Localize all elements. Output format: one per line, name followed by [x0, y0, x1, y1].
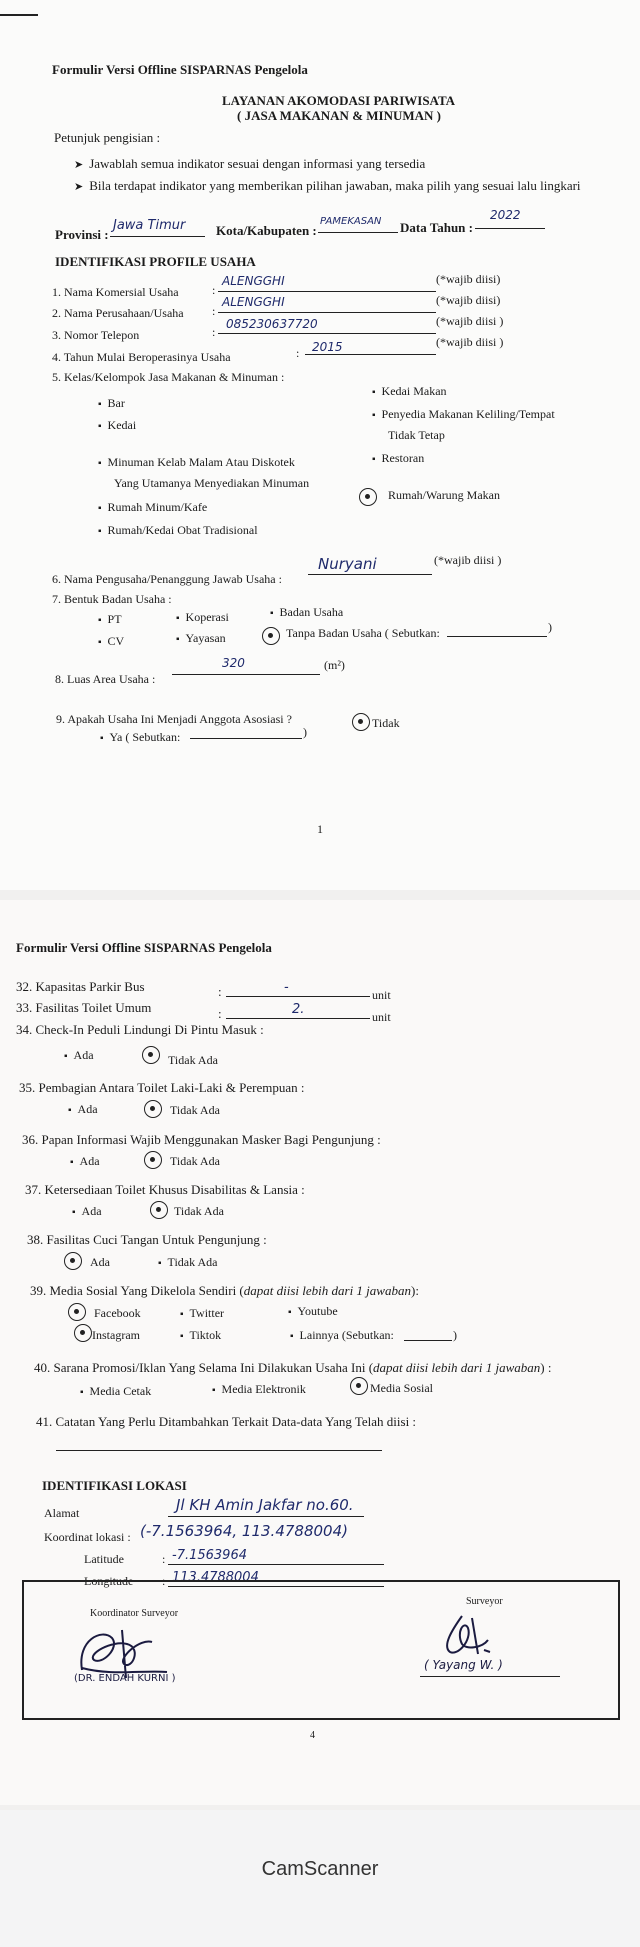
selected-circle-icon — [359, 488, 377, 506]
selected-circle-icon — [144, 1151, 162, 1169]
q38-tidak-ada[interactable]: ▪ Tidak Ada — [158, 1255, 217, 1270]
q2-value[interactable]: ALENGGHI — [222, 295, 285, 309]
option-rumah-minum[interactable]: ▪ Rumah Minum/Kafe — [98, 500, 207, 515]
option-keliling[interactable]: ▪ Penyedia Makanan Keliling/Tempat — [372, 407, 555, 422]
q36-label: 36. Papan Informasi Wajib Menggunakan Masker Bagi Pengunjung : — [22, 1132, 381, 1147]
latitude-label: Latitude — [84, 1552, 124, 1566]
q2-line — [218, 312, 436, 313]
q32-line — [226, 996, 370, 997]
instruction-1: ➤ Jawablah semua indikator sesuai dengan informasi yang tersedia — [74, 156, 426, 171]
selected-circle-icon — [74, 1324, 92, 1342]
q41-label: 41. Catatan Yang Perlu Ditambahkan Terkait Data-data Yang Telah diisi : — [36, 1414, 417, 1429]
q6-required: (*wajib diisi ) — [434, 553, 502, 567]
form-page-1 — [0, 0, 640, 890]
colon: : — [212, 304, 216, 318]
option-bar[interactable]: ▪ Bar — [98, 396, 125, 411]
option-twitter[interactable]: ▪ Twitter — [180, 1306, 224, 1321]
q37-tidak-ada[interactable]: Tidak Ada — [174, 1204, 224, 1218]
q32-unit: unit — [372, 988, 391, 1002]
longitude-label: Longitude — [84, 1574, 134, 1588]
q33-unit: unit — [372, 1010, 391, 1024]
q35-label: 35. Pembagian Antara Toilet Laki-Laki & Perempuan : — [19, 1080, 305, 1095]
q9-label: 9. Apakah Usaha Ini Menjadi Anggota Asosiasi ? — [56, 712, 292, 726]
q3-value[interactable]: 085230637720 — [226, 317, 318, 331]
option-kelab[interactable]: ▪ Minuman Kelab Malam Atau Diskotek — [98, 455, 295, 470]
camscanner-footer — [0, 1810, 640, 1947]
q37-label: 37. Ketersediaan Toilet Khusus Disabilitas & Lansia : — [25, 1182, 305, 1197]
page-number: 1 — [317, 822, 323, 836]
alamat-label: Alamat — [44, 1506, 80, 1520]
selected-circle-icon — [262, 627, 280, 645]
selected-circle-icon — [350, 1377, 368, 1395]
alamat-line — [168, 1516, 364, 1517]
colon: : — [212, 283, 216, 297]
q4-label: 4. Tahun Mulai Beroperasinya Usaha — [52, 350, 231, 364]
q4-required: (*wajib diisi ) — [436, 335, 504, 349]
lainnya-line — [404, 1340, 452, 1341]
q33-value[interactable]: 2. — [292, 1002, 305, 1017]
q34-tidak-ada[interactable]: Tidak Ada — [168, 1053, 218, 1067]
instruction-2: ➤ Bila terdapat indikator yang memberikan pilihan jawaban, maka pilih yang sesuai lalu lingkari — [74, 178, 581, 193]
q35-tidak-ada[interactable]: Tidak Ada — [170, 1103, 220, 1117]
option-koperasi[interactable]: ▪ Koperasi — [176, 610, 229, 625]
q36-ada[interactable]: ▪ Ada — [70, 1154, 100, 1169]
q38-label: 38. Fasilitas Cuci Tangan Untuk Pengunjung : — [27, 1232, 267, 1247]
q3-label: 3. Nomor Telepon — [52, 328, 140, 342]
q2-label: 2. Nama Perusahaan/Usaha — [52, 306, 184, 320]
option-instagram[interactable]: Instagram — [92, 1328, 140, 1342]
q7-label: 7. Bentuk Badan Usaha : — [52, 592, 172, 606]
ya-close: ) — [303, 725, 307, 739]
selected-circle-icon — [142, 1046, 160, 1064]
lainnya-close: ) — [453, 1328, 457, 1342]
surveyor-name: ( Yayang W. ) — [424, 1658, 503, 1672]
year-label: Data Tahun : — [400, 220, 473, 235]
tanpa-badan-line — [447, 636, 547, 637]
koordinat-label: Koordinat lokasi : — [44, 1530, 131, 1544]
q35-ada[interactable]: ▪ Ada — [68, 1102, 98, 1117]
option-tidak[interactable]: Tidak — [372, 716, 400, 730]
year-line — [475, 228, 545, 229]
option-keliling-line2: Tidak Tetap — [388, 428, 445, 442]
selected-circle-icon — [150, 1201, 168, 1219]
q3-line — [218, 333, 436, 334]
scan-mark — [0, 14, 38, 16]
colon: : — [162, 1574, 166, 1588]
option-ya[interactable]: ▪ Ya ( Sebutkan: — [100, 730, 180, 745]
koordinat-value[interactable]: (-7.1563964, 113.4788004) — [140, 1522, 348, 1540]
colon: : — [296, 346, 300, 360]
instructions-label: Petunjuk pengisian : — [54, 130, 161, 145]
q6-line — [308, 574, 432, 575]
province-line — [110, 236, 205, 237]
koordinator-label: Koordinator Surveyor — [90, 1608, 179, 1619]
signature-box — [22, 1580, 620, 1720]
form-subtitle: ( JASA MAKANAN & MINUMAN ) — [237, 108, 442, 123]
q1-required: (*wajib diisi) — [436, 272, 501, 286]
option-pt[interactable]: ▪ PT — [98, 612, 122, 627]
selected-circle-icon — [352, 713, 370, 731]
q34-label: 34. Check-In Peduli Lindungi Di Pintu Masuk : — [16, 1022, 264, 1037]
arrow-icon: ➤ — [74, 159, 84, 171]
q4-line — [305, 354, 436, 355]
selected-circle-icon — [144, 1100, 162, 1118]
option-kedai-makan[interactable]: ▪ Kedai Makan — [372, 384, 447, 399]
section-lokasi: IDENTIFIKASI LOKASI — [42, 1478, 187, 1493]
colon: : — [218, 984, 222, 999]
koordinator-name: (DR. ENDAH KURNI ) — [74, 1673, 176, 1684]
colon: : — [162, 1552, 166, 1566]
q8-value[interactable]: 320 — [222, 656, 245, 670]
tanpa-badan-close: ) — [548, 620, 552, 634]
longitude-value[interactable]: 113.4788004 — [172, 1570, 259, 1585]
latitude-line — [168, 1564, 384, 1565]
q8-unit: (m²) — [324, 658, 345, 672]
option-yayasan[interactable]: ▪ Yayasan — [176, 631, 226, 646]
year-value[interactable]: 2022 — [490, 208, 521, 222]
option-warung-makan[interactable]: Rumah/Warung Makan — [388, 488, 501, 502]
camscanner-label: CamScanner — [261, 1858, 379, 1880]
option-restoran[interactable]: ▪ Restoran — [372, 451, 424, 466]
section-profile: IDENTIFIKASI PROFILE USAHA — [55, 254, 256, 269]
q8-label: 8. Luas Area Usaha : — [55, 672, 156, 686]
q33-line — [226, 1018, 370, 1019]
form-header: Formulir Versi Offline SISPARNAS Pengelola — [52, 62, 308, 77]
q41-line[interactable] — [56, 1450, 382, 1451]
q4-value[interactable]: 2015 — [312, 340, 343, 354]
q39-label: 39. Media Sosial Yang Dikelola Sendiri (dapat diisi lebih dari 1 jawaban): — [30, 1283, 419, 1298]
selected-circle-icon — [68, 1303, 86, 1321]
q1-label: 1. Nama Komersial Usaha — [52, 285, 179, 299]
option-cv[interactable]: ▪ CV — [98, 634, 124, 649]
q6-label: 6. Nama Pengusaha/Penanggung Jawab Usaha : — [52, 572, 282, 586]
alamat-value[interactable]: Jl KH Amin Jakfar no.60. — [176, 1496, 354, 1514]
q34-ada[interactable]: ▪ Ada — [64, 1048, 94, 1063]
city-label: Kota/Kabupaten : — [216, 223, 317, 238]
option-kelab-line2: Yang Utamanya Menyediakan Minuman — [114, 476, 310, 490]
colon: : — [212, 325, 216, 339]
q1-value[interactable]: ALENGGHI — [222, 274, 285, 288]
option-youtube[interactable]: ▪ Youtube — [288, 1304, 338, 1319]
latitude-value[interactable]: -7.1563964 — [172, 1548, 247, 1563]
q2-required: (*wajib diisi) — [436, 293, 501, 307]
option-kedai-obat[interactable]: ▪ Rumah/Kedai Obat Tradisional — [98, 523, 258, 538]
q32-label: 32. Kapasitas Parkir Bus — [16, 979, 145, 994]
province-value[interactable]: Jawa Timur — [113, 218, 186, 233]
q37-ada[interactable]: ▪ Ada — [72, 1204, 102, 1219]
q33-label: 33. Fasilitas Toilet Umum — [16, 1000, 152, 1015]
option-lainnya[interactable]: ▪ Lainnya (Sebutkan: — [290, 1328, 394, 1343]
ya-line — [190, 738, 302, 739]
option-media-sosial[interactable]: Media Sosial — [370, 1381, 433, 1395]
q1-line — [218, 291, 436, 292]
surveyor-label: Surveyor — [466, 1596, 503, 1607]
option-facebook[interactable]: Facebook — [94, 1306, 141, 1320]
option-media-cetak[interactable]: ▪ Media Cetak — [80, 1384, 151, 1399]
form-title: LAYANAN AKOMODASI PARIWISATA — [222, 93, 456, 108]
selected-circle-icon — [64, 1252, 82, 1270]
q5-label: 5. Kelas/Kelompok Jasa Makanan & Minuman : — [52, 370, 285, 384]
option-kedai[interactable]: ▪ Kedai — [98, 418, 136, 433]
option-tanpa-badan[interactable]: Tanpa Badan Usaha ( Sebutkan: — [286, 626, 440, 640]
q32-value[interactable]: - — [284, 980, 289, 995]
q3-required: (*wajib diisi ) — [436, 314, 504, 328]
q6-value[interactable]: Nuryani — [318, 555, 377, 573]
q40-label: 40. Sarana Promosi/Iklan Yang Selama Ini Dilakukan Usaha Ini (dapat diisi lebih dari 1 jawaban) : — [34, 1360, 552, 1375]
page-number: 4 — [310, 1730, 315, 1741]
option-badan-usaha[interactable]: ▪ Badan Usaha — [270, 605, 343, 620]
city-value[interactable]: PAMEKASAN — [320, 216, 382, 227]
city-line — [318, 232, 398, 233]
q36-tidak-ada[interactable]: Tidak Ada — [170, 1154, 220, 1168]
q38-ada[interactable]: Ada — [90, 1255, 110, 1269]
form-header: Formulir Versi Offline SISPARNAS Pengelola — [16, 940, 272, 955]
option-tiktok[interactable]: ▪ Tiktok — [180, 1328, 221, 1343]
option-media-elektronik[interactable]: ▪ Media Elektronik — [212, 1382, 306, 1397]
q8-line — [172, 674, 320, 675]
arrow-icon: ➤ — [74, 181, 84, 193]
province-label: Provinsi : — [55, 227, 109, 242]
colon: : — [218, 1006, 222, 1021]
